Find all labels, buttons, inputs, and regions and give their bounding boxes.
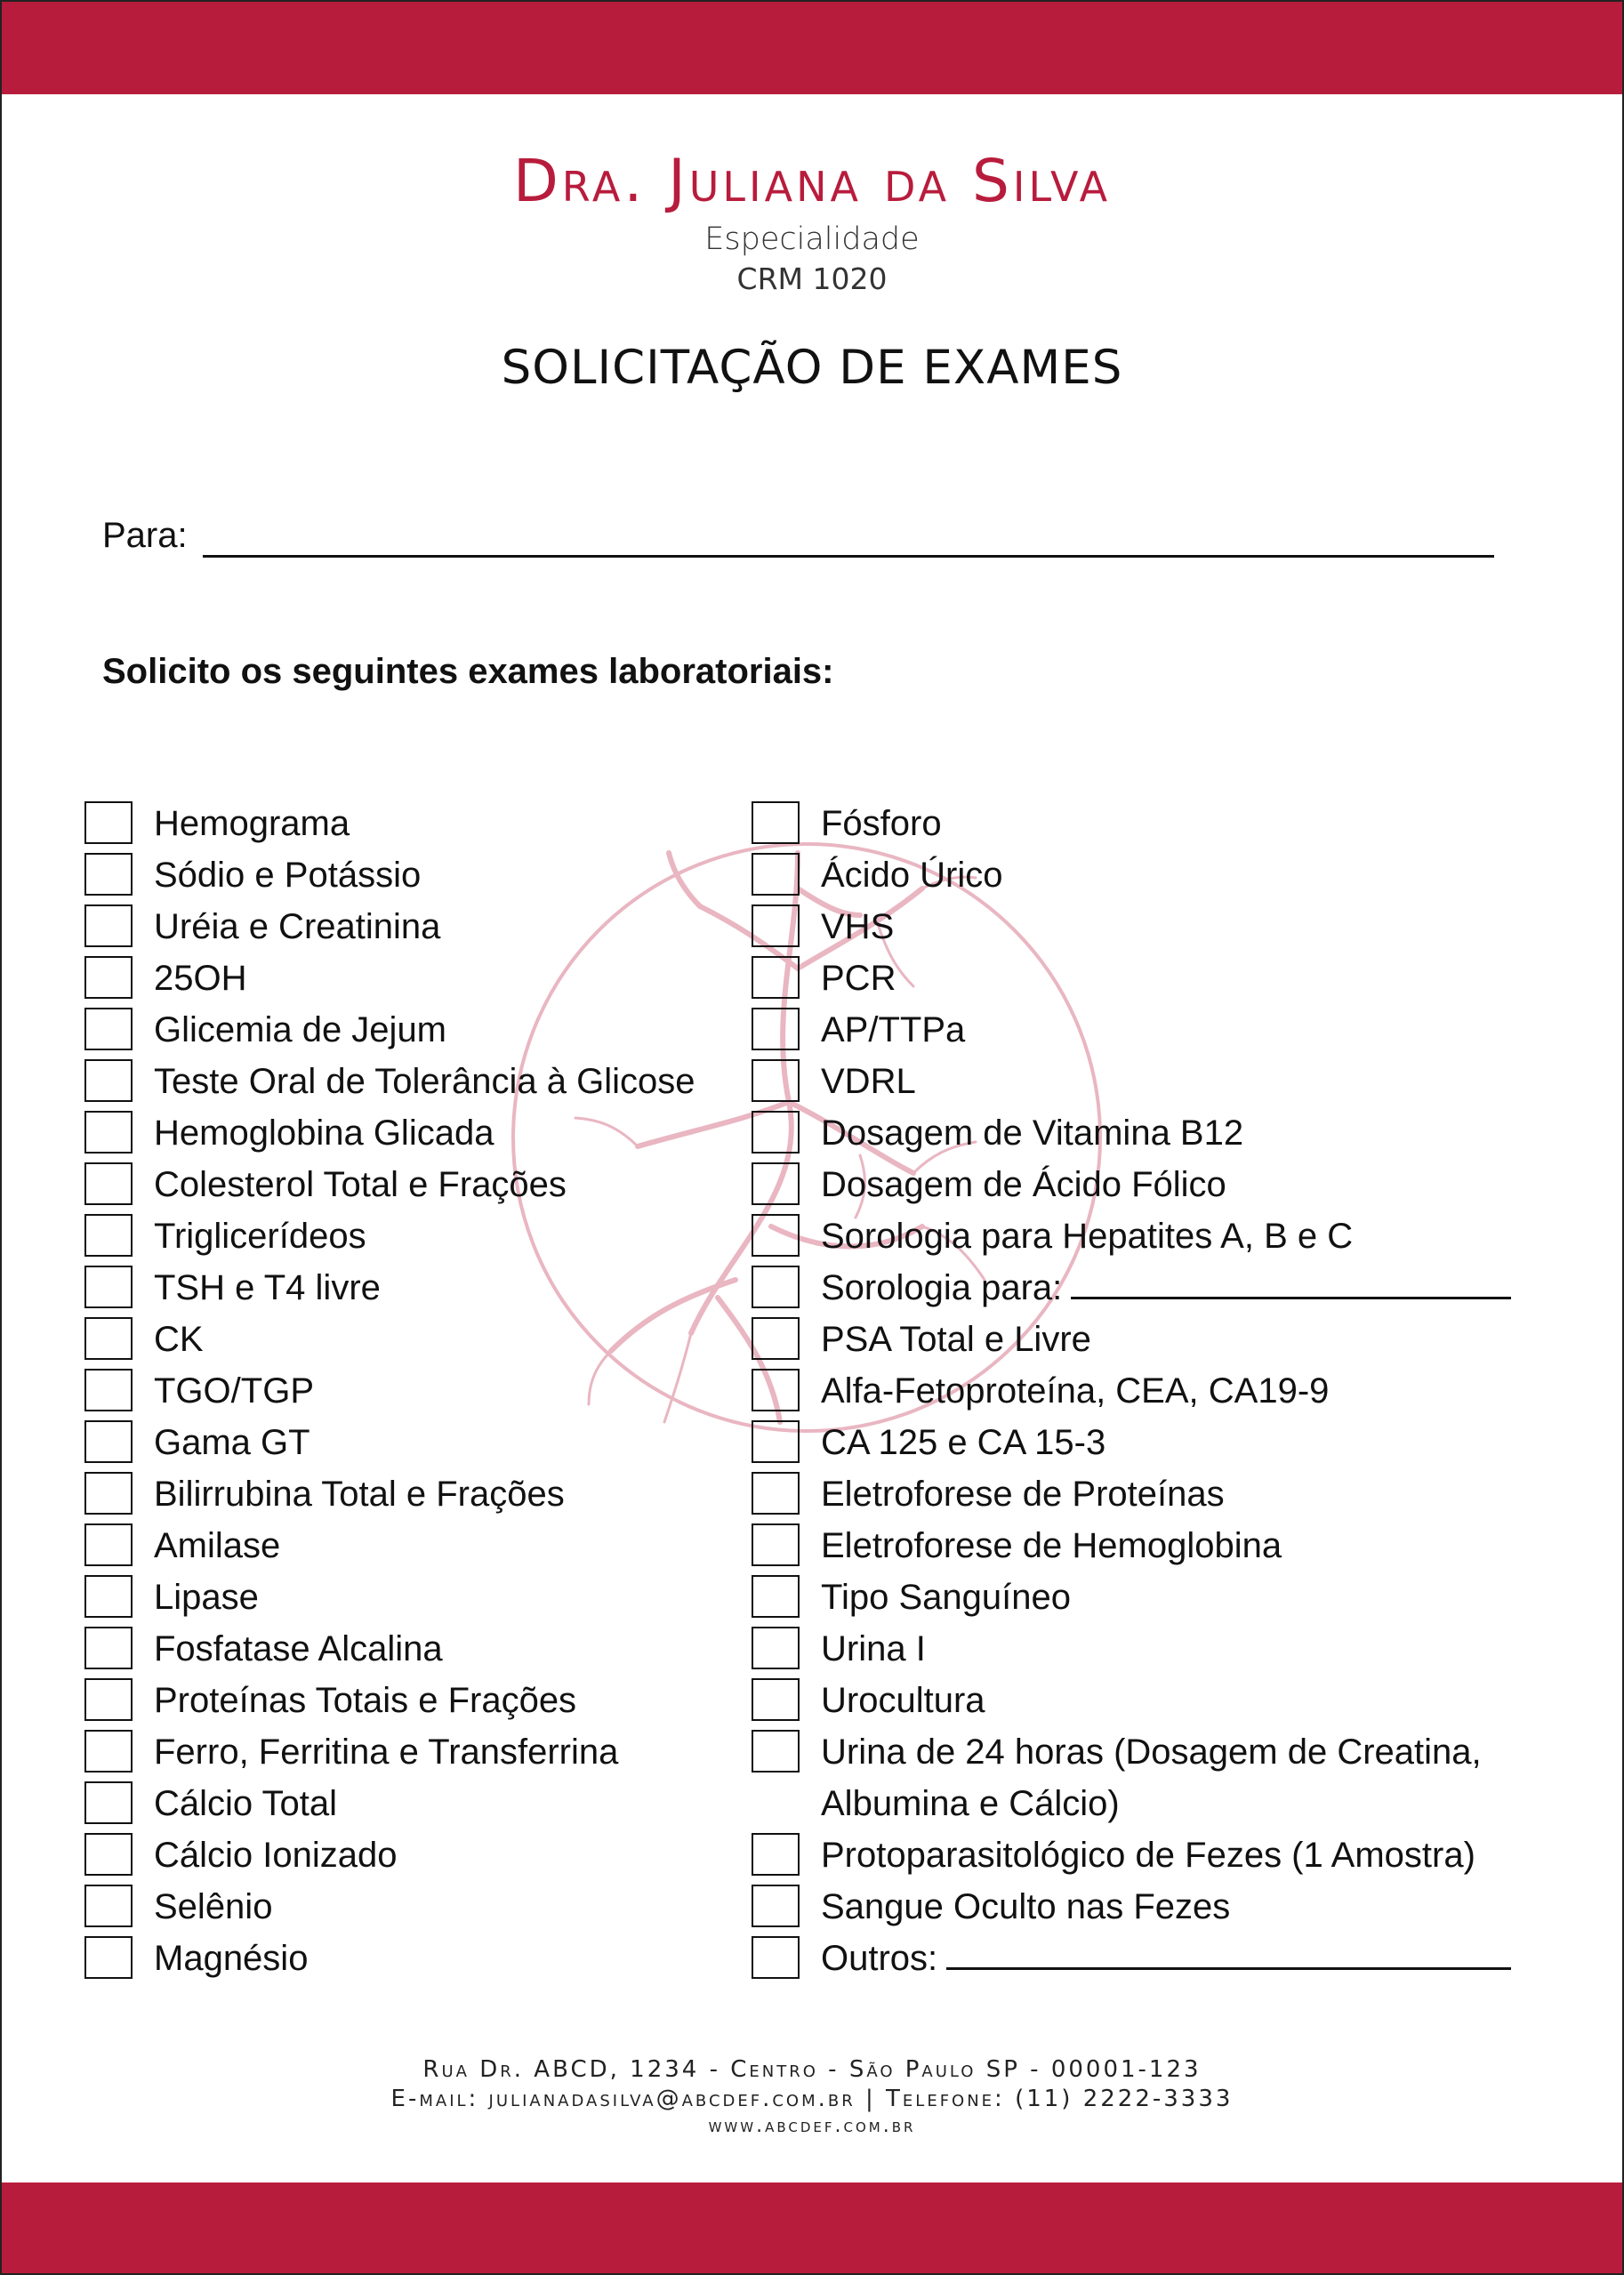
exam-label: Dosagem de Ácido Fólico xyxy=(821,1165,1226,1204)
exam-label: Eletroforese de Proteínas xyxy=(821,1475,1225,1514)
exam-label: Cálcio Total xyxy=(154,1784,338,1823)
exam-item xyxy=(752,1829,1552,1881)
exam-label: AP/TTPa xyxy=(821,1010,966,1049)
serology-label: Sorologia para: xyxy=(821,1268,1063,1307)
exam-label: Tipo Sanguíneo xyxy=(821,1578,1071,1617)
exam-item xyxy=(84,1933,743,1984)
exam-checkbox[interactable] xyxy=(84,1885,133,1927)
exam-checkbox[interactable] xyxy=(752,1627,800,1669)
exam-checkbox[interactable] xyxy=(752,1369,800,1411)
exam-label: CK xyxy=(154,1320,204,1359)
serology-fill-field[interactable] xyxy=(1071,1296,1511,1299)
exam-item xyxy=(84,1829,743,1881)
exam-item xyxy=(752,1159,1552,1210)
exam-label: Lipase xyxy=(154,1578,259,1617)
exam-item xyxy=(752,1726,1552,1829)
exam-checkbox[interactable] xyxy=(752,1266,800,1308)
exam-checkbox[interactable] xyxy=(752,1214,800,1257)
exam-item xyxy=(752,849,1552,901)
exam-checkbox[interactable] xyxy=(752,1472,800,1515)
exam-label: CA 125 e CA 15-3 xyxy=(821,1423,1106,1462)
exam-checkbox[interactable] xyxy=(84,1833,133,1876)
doctor-name: Dra. Juliana da Silva xyxy=(512,147,1112,215)
exam-item xyxy=(84,1056,743,1107)
exam-label: Hemoglobina Glicada xyxy=(154,1113,494,1153)
exam-item xyxy=(752,1107,1552,1159)
exam-label: 25OH xyxy=(154,959,247,998)
footer-contact: E-mail: julianadasilva@abcdef.com.br | Telefone: (11) 2222-3333 xyxy=(390,2086,1234,2112)
exam-item xyxy=(84,953,743,1004)
exam-item xyxy=(84,1107,743,1159)
exam-label: TGO/TGP xyxy=(154,1371,314,1411)
exam-label: Magnésio xyxy=(154,1939,309,1978)
exam-label: VDRL xyxy=(821,1062,916,1101)
exam-checkbox[interactable] xyxy=(752,1059,800,1102)
exam-checkbox[interactable] xyxy=(84,1781,133,1824)
exam-checkbox[interactable] xyxy=(84,1472,133,1515)
exam-item xyxy=(752,1623,1552,1675)
exam-checkbox[interactable] xyxy=(84,956,133,999)
exam-item xyxy=(752,1262,1552,1314)
exam-item xyxy=(752,1520,1552,1572)
form-title: SOLICITAÇÃO DE EXAMES xyxy=(501,341,1123,395)
exam-item xyxy=(84,798,743,849)
exam-label: PSA Total e Livre xyxy=(821,1320,1091,1359)
exam-checkbox[interactable] xyxy=(84,1575,133,1618)
exam-item xyxy=(84,1417,743,1468)
exam-checkbox[interactable] xyxy=(752,1162,800,1205)
exam-item xyxy=(84,1262,743,1314)
exam-checkbox[interactable] xyxy=(752,1885,800,1927)
exam-checkbox[interactable] xyxy=(752,1833,800,1876)
exam-label: Dosagem de Vitamina B12 xyxy=(821,1113,1244,1153)
exam-item xyxy=(84,1520,743,1572)
exam-item xyxy=(752,953,1552,1004)
footer-website[interactable]: www.abcdef.com.br xyxy=(708,2115,916,2137)
exam-checkbox[interactable] xyxy=(752,1420,800,1463)
exam-item xyxy=(84,1210,743,1262)
exam-checkbox[interactable] xyxy=(752,1678,800,1721)
exam-item xyxy=(752,1004,1552,1056)
exam-item xyxy=(84,1726,743,1778)
exams-heading: Solicito os seguintes exames laboratoriais: xyxy=(102,652,834,691)
exam-label xyxy=(821,1262,1511,1314)
exam-item xyxy=(752,1468,1552,1520)
exam-checkbox[interactable] xyxy=(84,1369,133,1411)
top-color-band xyxy=(2,2,1622,94)
exam-checkbox[interactable] xyxy=(752,1317,800,1360)
exam-label: Glicemia de Jejum xyxy=(154,1010,447,1049)
exam-item xyxy=(84,1675,743,1726)
exam-checkbox[interactable] xyxy=(752,853,800,896)
exam-item xyxy=(84,849,743,901)
others-fill-field[interactable] xyxy=(946,1966,1511,1970)
exam-checkbox[interactable] xyxy=(84,1730,133,1773)
exam-label: Alfa-Fetoproteína, CEA, CA19-9 xyxy=(821,1371,1330,1411)
exam-item xyxy=(752,1881,1552,1933)
exam-checkbox[interactable] xyxy=(752,1523,800,1566)
exam-item xyxy=(752,798,1552,849)
exam-label: Fósforo xyxy=(821,804,942,843)
recipient-field[interactable] xyxy=(203,555,1494,558)
exam-item xyxy=(84,1004,743,1056)
exam-label: PCR xyxy=(821,959,896,998)
exam-item xyxy=(752,1210,1552,1262)
exam-label: Sorologia para Hepatites A, B e C xyxy=(821,1217,1354,1256)
exam-item xyxy=(84,1572,743,1623)
exam-label: Urina I xyxy=(821,1629,926,1668)
exam-checkbox[interactable] xyxy=(752,904,800,947)
recipient-label: Para: xyxy=(102,516,188,555)
exam-checkbox[interactable] xyxy=(752,801,800,844)
exam-label: Ferro, Ferritina e Transferrina xyxy=(154,1732,619,1772)
exam-item xyxy=(752,1417,1552,1468)
exam-checkbox[interactable] xyxy=(84,1420,133,1463)
exam-checkbox[interactable] xyxy=(752,1575,800,1618)
exam-label: Colesterol Total e Frações xyxy=(154,1165,567,1204)
exam-item xyxy=(84,1881,743,1933)
exam-label: Protoparasitológico de Fezes (1 Amostra) xyxy=(821,1836,1475,1875)
exam-item xyxy=(84,1159,743,1210)
exam-label: Sódio e Potássio xyxy=(154,856,422,895)
exam-checkbox[interactable] xyxy=(84,1936,133,1979)
exam-label: Proteínas Totais e Frações xyxy=(154,1681,577,1720)
exam-label: TSH e T4 livre xyxy=(154,1268,381,1307)
exam-label: Teste Oral de Tolerância à Glicose xyxy=(154,1062,695,1101)
exam-label: Gama GT xyxy=(154,1423,310,1462)
exam-list-right xyxy=(752,798,1552,1984)
exam-checkbox[interactable] xyxy=(84,1678,133,1721)
exam-item xyxy=(84,1314,743,1365)
exam-item xyxy=(84,1778,743,1829)
exam-item xyxy=(84,901,743,953)
exam-checkbox[interactable] xyxy=(84,1627,133,1669)
exam-checkbox[interactable] xyxy=(84,1317,133,1360)
exam-label: Fosfatase Alcalina xyxy=(154,1629,443,1668)
exam-checkbox[interactable] xyxy=(84,1266,133,1308)
exam-checkbox[interactable] xyxy=(752,1111,800,1154)
exam-checkbox[interactable] xyxy=(752,1936,800,1979)
exam-checkbox[interactable] xyxy=(84,801,133,844)
exam-checkbox[interactable] xyxy=(84,1523,133,1566)
exam-item xyxy=(752,1365,1552,1417)
exam-checkbox[interactable] xyxy=(84,1111,133,1154)
exam-checkbox[interactable] xyxy=(84,1214,133,1257)
exam-list-left xyxy=(84,798,743,1984)
exam-label: Bilirrubina Total e Frações xyxy=(154,1475,565,1514)
exam-checkbox[interactable] xyxy=(752,1008,800,1050)
exam-label: Uréia e Creatinina xyxy=(154,907,441,946)
footer-address: Rua Dr. ABCD, 1234 - Centro - São Paulo SP - 00001-123 xyxy=(422,2056,1202,2083)
others-label: Outros: xyxy=(821,1939,938,1978)
exam-item xyxy=(84,1623,743,1675)
exam-label: Amilase xyxy=(154,1526,281,1565)
exam-label: Cálcio Ionizado xyxy=(154,1836,398,1875)
exam-label: Ácido Úrico xyxy=(821,856,1003,895)
doctor-specialty: Especialidade xyxy=(704,221,920,257)
exam-item xyxy=(84,1365,743,1417)
exam-label: Eletroforese de Hemoglobina xyxy=(821,1526,1282,1565)
exam-checkbox[interactable] xyxy=(84,853,133,896)
doctor-crm: CRM 1020 xyxy=(736,261,888,296)
exam-label: Urina de 24 horas (Dosagem de Creatina, Albumina e Cálcio) xyxy=(821,1732,1482,1823)
exam-label: Selênio xyxy=(154,1887,273,1926)
exam-label: VHS xyxy=(821,907,895,946)
exam-checkbox[interactable] xyxy=(84,1162,133,1205)
exam-checkbox[interactable] xyxy=(84,1059,133,1102)
exam-checkbox[interactable] xyxy=(84,904,133,947)
exam-item xyxy=(752,1056,1552,1107)
recipient-row xyxy=(102,510,1494,564)
exam-checkbox[interactable] xyxy=(752,1730,800,1773)
exam-label: Triglicerídeos xyxy=(154,1217,366,1256)
exam-label xyxy=(821,1933,1511,1984)
exam-label: Sangue Oculto nas Fezes xyxy=(821,1887,1231,1926)
exam-item xyxy=(752,1675,1552,1726)
bottom-color-band xyxy=(2,2183,1622,2273)
exam-label: Hemograma xyxy=(154,804,350,843)
exam-item xyxy=(752,1933,1552,1984)
exam-item xyxy=(752,1572,1552,1623)
exam-item xyxy=(752,1314,1552,1365)
exam-checkbox[interactable] xyxy=(84,1008,133,1050)
exam-item xyxy=(752,901,1552,953)
exam-item xyxy=(84,1468,743,1520)
exam-checkbox[interactable] xyxy=(752,956,800,999)
exam-label: Urocultura xyxy=(821,1681,985,1720)
